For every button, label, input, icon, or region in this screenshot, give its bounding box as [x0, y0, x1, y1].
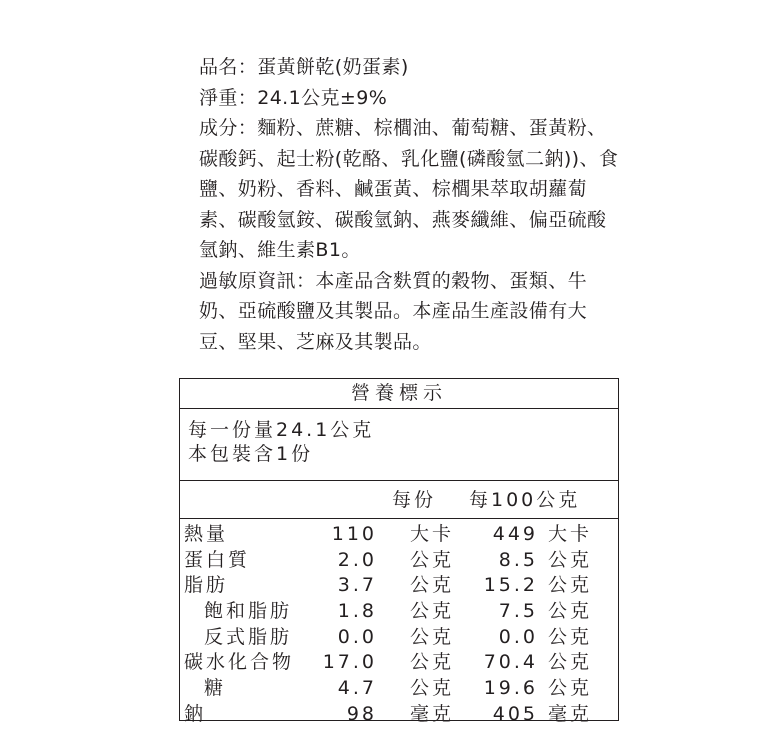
value-per-100g: 7.5 [498, 600, 538, 623]
value-per-100g: 70.4 [483, 651, 538, 674]
value-per-serving: 1.8 [337, 600, 377, 623]
value-per-100g: 19.6 [483, 677, 538, 700]
value-per-serving: 98 [346, 702, 377, 725]
value-per-serving: 0.0 [337, 625, 377, 648]
nutrient-row [180, 573, 618, 599]
value-per-serving: 110 [331, 523, 377, 545]
unit-per-100g: 大卡 [548, 523, 593, 545]
value-per-serving: 17.0 [322, 651, 377, 674]
servings-per-package: 本包裝含1份 [188, 443, 314, 465]
value-per-serving: 4.7 [337, 677, 377, 700]
value-per-100g: 8.5 [498, 548, 538, 571]
unit-per-100g: 公克 [548, 677, 593, 700]
nutrient-name: 反式脂肪 [204, 625, 293, 648]
value-per-100g: 449 [492, 523, 538, 545]
unit-per-100g: 公克 [548, 574, 593, 597]
value-per-serving: 3.7 [337, 574, 377, 597]
nutrition-title: 營養標示 [180, 379, 618, 409]
unit-per-serving: 大卡 [410, 523, 455, 545]
column-per-100g: 每100公克 [469, 489, 581, 511]
net-weight: 淨重：24.1公克±9% [199, 86, 388, 109]
nutrient-row [180, 702, 618, 728]
product-name: 品名：蛋黃餅乾(奶蛋素) [199, 56, 409, 78]
unit-per-serving: 公克 [410, 574, 455, 597]
nutrient-row [180, 522, 618, 548]
value-per-serving: 2.0 [337, 548, 377, 571]
value-per-100g: 405 [492, 702, 538, 725]
product-info [199, 52, 619, 357]
nutrient-rows [180, 519, 618, 728]
unit-per-100g: 公克 [548, 600, 593, 623]
nutrient-name: 熱量 [184, 523, 229, 545]
unit-per-100g: 公克 [548, 625, 593, 648]
serving-size: 每一份量24.1公克 [188, 419, 375, 441]
nutrient-row [180, 676, 618, 702]
nutrient-name: 飽和脂肪 [204, 600, 293, 623]
nutrient-name: 糖 [204, 677, 227, 700]
unit-per-serving: 公克 [410, 600, 455, 623]
nutrient-name: 鈉 [184, 702, 207, 725]
unit-per-100g: 公克 [548, 651, 593, 674]
unit-per-serving: 公克 [410, 677, 455, 700]
nutrient-row [180, 599, 618, 625]
column-header [180, 481, 618, 519]
ingredients-list: 成分：麵粉、蔗糖、棕櫚油、葡萄糖、蛋黃粉、碳酸鈣、起士粉(乾酪、乳化鹽(磷酸氫二鈉))、食鹽、奶粉、香料、鹹蛋黃、棕櫚果萃取胡蘿蔔素、碳酸氫銨、碳酸氫鈉、燕麥纖維、偏亞硫酸氫鈉、維生素B1。 [199, 117, 619, 261]
value-per-100g: 0.0 [498, 625, 538, 648]
nutrient-name: 脂肪 [184, 574, 229, 597]
unit-per-serving: 毫克 [410, 702, 455, 725]
nutrient-name: 蛋白質 [184, 548, 251, 571]
unit-per-serving: 公克 [410, 651, 455, 674]
unit-per-100g: 公克 [548, 548, 593, 571]
value-per-100g: 15.2 [483, 574, 538, 597]
nutrient-row [180, 625, 618, 651]
unit-per-100g: 毫克 [548, 702, 593, 725]
nutrient-row [180, 650, 618, 676]
serving-info [180, 418, 618, 481]
nutrition-facts-panel [179, 378, 619, 725]
allergen-info: 過敏原資訊：本產品含麩質的穀物、蛋類、牛奶、亞硫酸鹽及其製品。本產品生產設備有大豆、堅果、芝麻及其製品。 [199, 269, 588, 353]
unit-per-serving: 公克 [410, 625, 455, 648]
nutrient-row [180, 548, 618, 574]
unit-per-serving: 公克 [410, 548, 455, 571]
nutrient-name: 碳水化合物 [184, 651, 295, 674]
column-per-serving: 每份 [392, 489, 437, 511]
